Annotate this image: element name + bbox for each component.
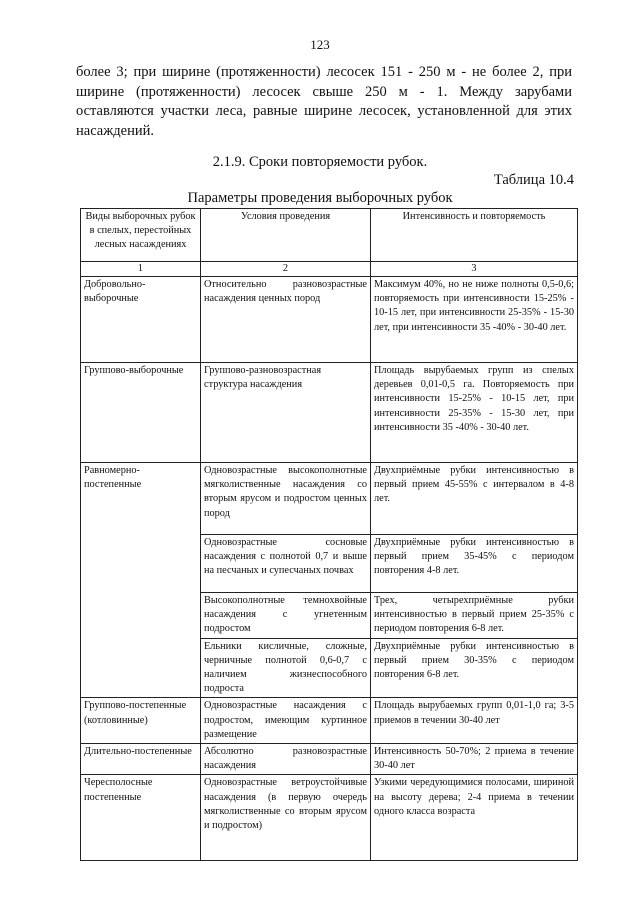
- table-row: [81, 277, 578, 363]
- column-number: 1: [81, 262, 201, 277]
- section-title: 2.1.9. Сроки повторяемости рубок.: [212, 154, 428, 170]
- conditions-cell: Одновозрастные ветроустойчивые насаждения (в первую очередь мягколиственные со вторым ярусом и подростом): [201, 775, 371, 861]
- page-number: 123: [310, 37, 330, 52]
- header-conditions: Условия проведения: [201, 209, 371, 262]
- intensity-cell: Площадь вырубаемых групп из спелых деревьев 0,01-0,5 га. Повторяемость при интенсивности 15-25% - 10-15 лет, при интенсивности 25-35% - 15-30 лет, при интенсивности 35 -40% - 30-40 лет.: [371, 363, 578, 463]
- conditions-cell: Высокополнотные темнохвойные насаждения с угнетенным подростом: [201, 593, 371, 639]
- conditions-cell: Одновозрастные высокополнотные мягколиственные насаждения со вторым ярусом и подростом ценных пород: [201, 463, 371, 535]
- conditions-cell: Абсолютно разновозрастные насаждения: [201, 744, 371, 775]
- conditions-cell: Ельники кисличные, сложные, черничные полнотой 0,6-0,7 с наличием жизнеспособного подроста: [201, 638, 371, 698]
- table-row: [81, 698, 578, 744]
- body-paragraph: более 3; при ширине (протяженности) лесосек 151 - 250 м - не более 2, при ширине (протяженности) лесосек свыше 250 м - 1. Между зарубами оставляются участки леса, равные ширине лесосек, установленной для этих насаждений.: [76, 64, 572, 139]
- intensity-cell: Интенсивность 50-70%; 2 приема в течение 30-40 лет: [371, 744, 578, 775]
- cut-type-cell: Чересполосные постепенные: [81, 775, 201, 861]
- intensity-cell: Двухприёмные рубки интенсивностью в первый прием 45-55% с интервалом в 4-8 лет.: [371, 463, 578, 535]
- intensity-cell: Площадь вырубаемых групп 0,01-1,0 га; 3-5 приемов в течении 30-40 лет: [371, 698, 578, 744]
- conditions-cell: Относительно разновозрастные насаждения ценных пород: [201, 277, 371, 363]
- table-row: [81, 363, 578, 463]
- intensity-cell: Двухприёмные рубки интенсивностью в первый прием 30-35% с периодом повторения 6-8 лет.: [371, 638, 578, 698]
- conditions-cell: Одновозрастные сосновые насаждения с полнотой 0,7 и выше на песчаных и супесчаных почвах: [201, 535, 371, 593]
- column-number-row: [81, 262, 578, 277]
- column-number: 2: [201, 262, 371, 277]
- cut-type-cell: Добровольно-выборочные: [81, 277, 201, 363]
- header-intensity: Интенсивность и повторяемость: [371, 209, 578, 262]
- conditions-cell: Одновозрастные насаждения с подростом, имеющим куртинное размещение: [201, 698, 371, 744]
- intensity-cell: Максимум 40%, но не ниже полноты 0,5-0,6; повторяемость при интенсивности 15-25% - 10-15 лет, при интенсивности 25-35% - 15-30 лет, при интенсивности 35 -40% - 30-40 лет.: [371, 277, 578, 363]
- table-number: Таблица 10.4: [493, 172, 574, 188]
- intensity-cell: Узкими чередующимися полосами, шириной на высоту дерева; 2-4 приема в течении одного класса возраста: [371, 775, 578, 861]
- table-row: [81, 463, 578, 535]
- cut-type-cell: Длительно-постепенные: [81, 744, 201, 775]
- cut-type-cell: Группово-постепенные (котловинные): [81, 698, 201, 744]
- table-row: [81, 744, 578, 775]
- conditions-cell: Группово-разновозрастная структура насаждения: [201, 363, 371, 463]
- cut-type-cell: Группово-выборочные: [81, 363, 201, 463]
- table-caption: Параметры проведения выборочных рубок: [187, 190, 453, 206]
- table-header-row: [81, 209, 578, 262]
- table-row: [81, 775, 578, 861]
- column-number: 3: [371, 262, 578, 277]
- cut-type-cell: Равномерно-постепенные: [81, 463, 201, 698]
- header-cut-type: Виды выборочных рубок в спелых, перестойных лесных насаждениях: [81, 209, 201, 262]
- intensity-cell: Трех, четырехприёмные рубки интенсивностью в первый прием 25-35% с периодом повторения 6-8 лет.: [371, 593, 578, 639]
- intensity-cell: Двухприёмные рубки интенсивностью в первый прием 35-45% с периодом повторения 4-8 лет.: [371, 535, 578, 593]
- parameters-table: [80, 208, 578, 861]
